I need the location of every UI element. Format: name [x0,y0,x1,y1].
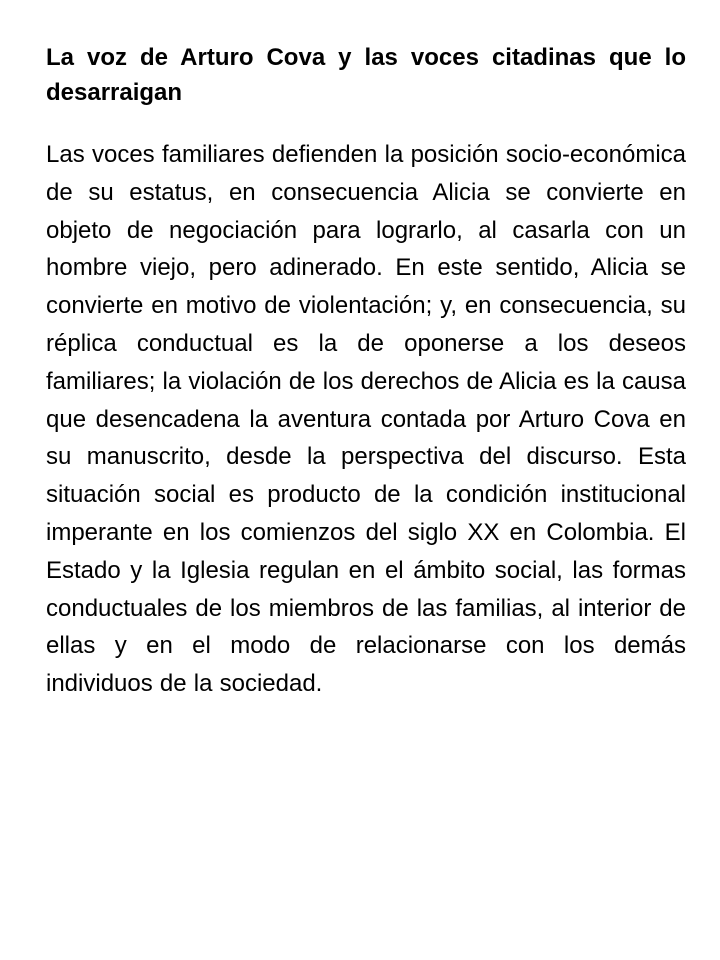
document-page [46,40,686,703]
document-title: La voz de Arturo Cova y las voces citadinas que lo desarraigan [46,44,686,106]
body-paragraph: Las voces familiares defienden la posición socio-económica de su estatus, en consecuencia Alicia se convierte en objeto de negociación para lograrlo, al casarla con un hombre viejo, pero adinerado. En este sentido, Alicia se convierte en motivo de violentación; y, en consecuencia, su réplica conductual es la de oponerse a los deseos familiares; la violación de los derechos de Alicia es la causa que desencadena la aventura contada por Arturo Cova en su manuscrito, desde la perspectiva del discurso. Esta situación social es producto de la condición institucional imperante en los comienzos del siglo XX en Colombia. El Estado y la Iglesia regulan en el ámbito social, las formas conductuales de los miembros de las familias, al interior de ellas y en el modo de relacionarse con los demás individuos de la sociedad. [46,141,687,698]
